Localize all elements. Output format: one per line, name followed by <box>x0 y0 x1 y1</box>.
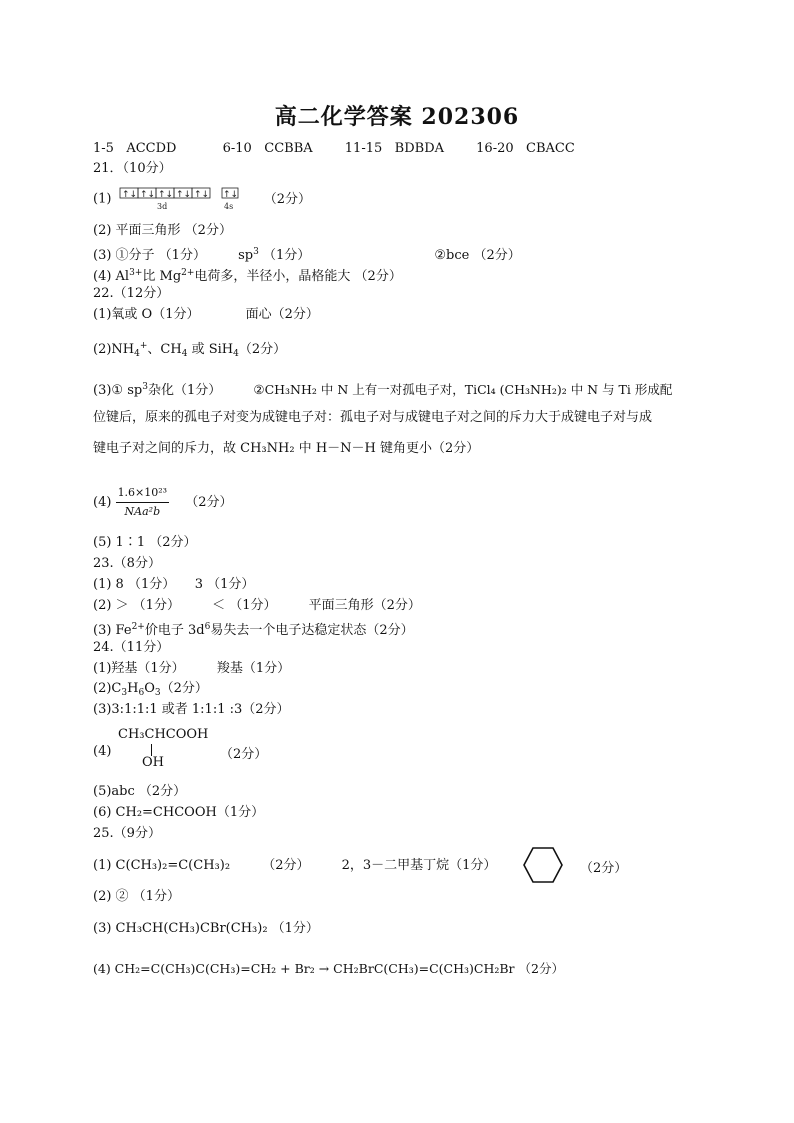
q21-p3-a: (3) ①分子 （1分） <box>93 248 206 263</box>
q21-p4-post: 电荷多，半径小，晶格能大 （2分） <box>194 269 402 284</box>
q24-p1-a: (1)羟基（1分） <box>93 661 185 676</box>
q24-part1 <box>93 660 290 678</box>
cyclohexane-hexagon-icon <box>522 846 564 884</box>
q24-p1-b: 羧基（1分） <box>216 661 291 676</box>
q22-part4 <box>93 484 233 521</box>
q24-part4-score: （2分） <box>220 747 268 762</box>
q22-p4-label: (4) <box>93 495 112 510</box>
mc-answer-1: ACCDD <box>126 141 177 156</box>
q25-p1-score2: （2分） <box>580 861 628 876</box>
q23-p3-sup1: 2+ <box>131 622 145 632</box>
q23-p3-post: 易失去一个电子达稳定状态（2分） <box>210 623 414 638</box>
orbital-diagram-icon <box>116 186 246 212</box>
svg-text:↑↓: ↑↓ <box>157 190 173 200</box>
q24-p2-post: （2分） <box>160 681 208 696</box>
svg-text:↑↓: ↑↓ <box>139 190 155 200</box>
mc-range-3: 11-15 <box>344 141 383 156</box>
q25-p1-name: 2，3－二甲基丁烷（1分） <box>341 858 497 873</box>
q21-p3-c: ②bce （2分） <box>434 248 521 263</box>
q22-p2-sup1: + <box>139 341 148 351</box>
q22-p4-fraction <box>116 484 170 521</box>
mc-range-1: 1-5 <box>93 141 114 156</box>
q24-structure-bottom: OH <box>142 755 164 770</box>
q22-p3-b: ②CH₃NH₂ 中 N 上有一对孤电子对，TiCl₄ (CH₃NH₂)₂ 中 N 与 Ti 形成配 <box>253 382 673 397</box>
mc-range-4: 16-20 <box>476 141 514 156</box>
q23-part3 <box>93 618 414 640</box>
q21-p3-b-sup: 3 <box>253 247 259 257</box>
q22-p2-pre: (2)NH <box>93 342 135 357</box>
q21-p3-b-pre: sp <box>238 248 254 263</box>
q22-p4-score: （2分） <box>185 495 233 510</box>
q23-p2-b: ＜ （1分） <box>212 598 277 613</box>
q22-p1-b: 面心（2分） <box>245 307 319 322</box>
q25-part3: (3) CH₃CH(CH₃)CBr(CH₃)₂ （1分） <box>93 921 319 936</box>
q21-p1-label: (1) <box>93 191 112 207</box>
q23-part1: (1) 8 （1分） 3 （1分） <box>93 577 255 592</box>
q21-p4-sup1: 3+ <box>129 268 143 278</box>
q22-p2-mid: 、CH <box>147 342 182 357</box>
q22-part5: (5) 1∶1 （2分） <box>93 535 197 550</box>
q22-header: 22.（12分） <box>93 286 170 301</box>
q24-part4-label: (4) <box>93 744 112 759</box>
q25-part4: (4) CH₂=C(CH₃)C(CH₃)=CH₂ + Br₂ → CH₂BrC(CH₃)=C(CH₃)CH₂Br （2分） <box>93 961 564 976</box>
q23-p2-c: 平面三角形（2分） <box>308 598 421 613</box>
svg-text:↑↓: ↑↓ <box>222 190 238 200</box>
q22-part1 <box>93 306 319 324</box>
q24-part2 <box>93 680 208 702</box>
mc-range-2: 6-10 <box>222 141 252 156</box>
q22-part3-line2: 位键后，原来的孤电子对变为成键电子对：孤电子对与成键电子对之间的斥力大于成键电子对与成 <box>93 410 653 425</box>
svg-text:↑↓: ↑↓ <box>175 190 191 200</box>
q22-p2-sub1: 4 <box>134 349 140 359</box>
q24-p2-m1: H <box>127 681 139 696</box>
svg-text:↑↓: ↑↓ <box>193 190 209 200</box>
q22-p3-a-post: 杂化（1分） <box>147 383 222 398</box>
mc-answer-3: BDBDA <box>394 141 445 156</box>
q24-part5: (5)abc （2分） <box>93 784 187 799</box>
q24-structure-top: CH₃CHCOOH <box>118 727 209 742</box>
q25-header: 25.（9分） <box>93 826 161 841</box>
q23-p3-sup2: 6 <box>204 622 211 632</box>
q25-p1-score: （2分） <box>262 858 310 873</box>
mc-answers <box>93 140 575 158</box>
mc-answer-4: CBACC <box>526 141 575 156</box>
q21-part1 <box>93 186 311 212</box>
q25-part2: (2) ② （1分） <box>93 889 180 904</box>
orbital-3d-label: 3d <box>156 202 167 211</box>
q21-p4-sup2: 2+ <box>181 268 195 278</box>
q21-part4 <box>93 264 402 286</box>
q22-p3-a-pre: (3)① sp <box>93 383 143 398</box>
q25-part1 <box>93 857 496 875</box>
q23-p3-pre: (3) Fe <box>93 623 132 638</box>
q22-p2-sub2: 4 <box>181 349 188 359</box>
q23-part2 <box>93 597 421 615</box>
q21-p4-pre: (4) Al <box>93 269 130 284</box>
q23-p2-a: (2) ＞ （1分） <box>93 598 180 613</box>
q22-p4-numerator: 1.6×10²³ <box>116 484 170 503</box>
q21-part3 <box>93 243 521 265</box>
q25-p1-formula: (1) C(CH₃)₂=C(CH₃)₂ <box>93 858 231 873</box>
q24-p2-s1: 3 <box>121 688 128 698</box>
q24-p2-pre: (2)C <box>93 681 122 696</box>
q24-part3: (3)3:1:1:1 或者 1:1:1 :3（2分） <box>93 702 290 717</box>
q21-header: 21．（10分） <box>93 161 172 176</box>
q21-part2: (2) 平面三角形 （2分） <box>93 223 232 238</box>
q21-p1-score: （2分） <box>263 191 311 207</box>
q24-structure <box>118 727 209 770</box>
q23-header: 23.（8分） <box>93 556 161 571</box>
q24-part6: (6) CH₂=CHCOOH（1分） <box>93 805 265 820</box>
q23-p3-mid: 价电子 3d <box>144 623 205 638</box>
q22-p2-or: 或 SiH <box>187 342 234 357</box>
q24-header: 24.（11分） <box>93 640 170 655</box>
q24-p2-m2: O <box>144 681 155 696</box>
svg-text:↑↓: ↑↓ <box>121 190 137 200</box>
q24-p2-s2: 6 <box>138 688 145 698</box>
q22-p2-sub3: 4 <box>233 349 239 359</box>
q22-part3-line1 <box>93 378 672 400</box>
mc-answer-2: CCBBA <box>264 141 313 156</box>
q22-part3-line3: 键电子对之间的斥力，故 CH₃NH₂ 中 H－N－H 键角更小（2分） <box>93 441 480 456</box>
q22-p3-a-sup: 3 <box>142 382 148 392</box>
page-title: 高二化学答案 202306 <box>274 104 520 130</box>
q21-p4-mid: 比 Mg <box>142 269 182 284</box>
q21-p3-b-post: （1分） <box>262 248 311 263</box>
q22-p2-post: （2分） <box>238 342 287 357</box>
q22-p1-a: (1)氧或 O（1分） <box>93 307 200 322</box>
q22-part2 <box>93 337 286 363</box>
q22-p4-denominator: NAa²b <box>124 505 161 518</box>
q24-p2-s3: 3 <box>154 688 161 698</box>
orbital-4s-label: 4s <box>223 202 233 211</box>
